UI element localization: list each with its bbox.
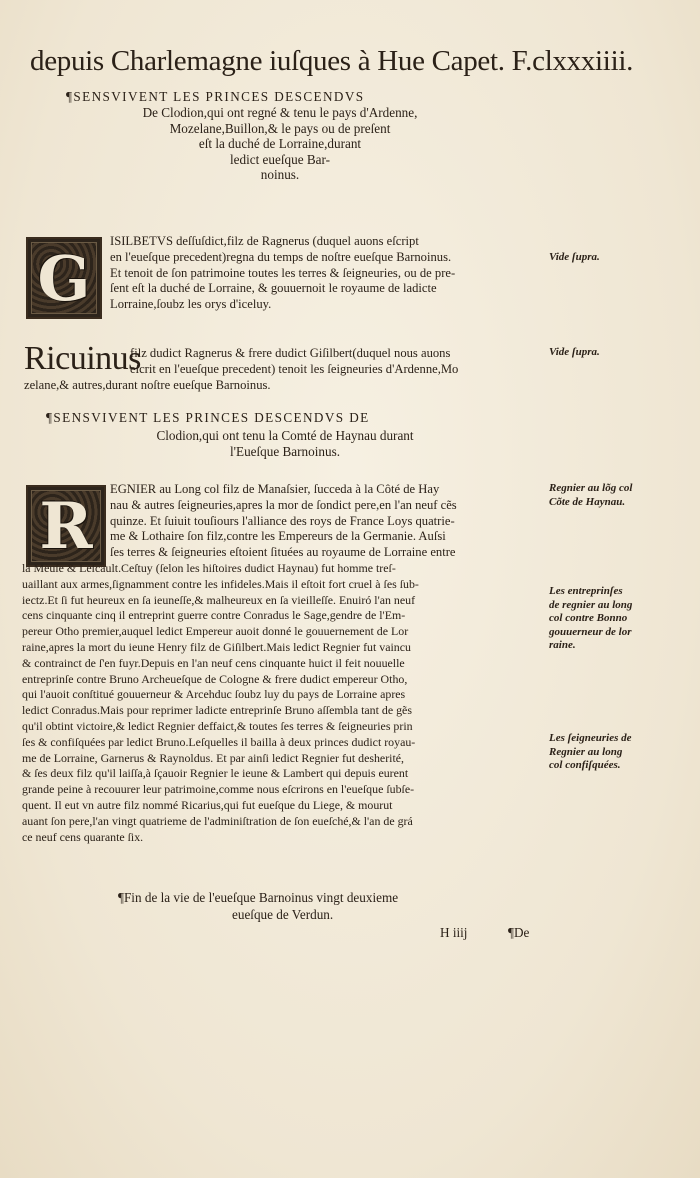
text-line: & ſes deux filz qu'il laiſſa,à ſçauoir Regnier le ieune & Lambert qui depuis eurent [22, 766, 409, 781]
text-line: ce neuf cens quarante ſix. [22, 829, 144, 844]
text-line: filz dudict Ragnerus & frere dudict Giſilbert(duquel nous auons [130, 346, 451, 360]
large-word-ricuinus: Ricuinus [24, 340, 141, 377]
subheading-line: Mozelane,Buillon,& le pays ou de preſent [169, 120, 391, 136]
text-line: qui l'auoit conſtitué gouuerneur & Arcehduc ſoubz luy du pays de Lorraine apres [22, 687, 406, 702]
margin-note-text: Vide ſupra. [549, 346, 600, 358]
text-line: me & Lothaire ſon filz,contre les Empereurs de la Germanie. Auſsi [110, 529, 446, 544]
paragraph-regnier-indented [110, 482, 542, 561]
section-heading-haynau: ¶SENSVIVENT LES PRINCES DESCENDVS DE [46, 410, 370, 425]
text-line: zelane,& autres,durant noſtre eueſque Barnoinus. [24, 378, 271, 392]
margin-note-text: col confiſquées. [549, 759, 621, 771]
text-line: ſent eſt la duché de Lorraine, & gouuernoit le royaume de ladicte [110, 281, 437, 296]
closing-line: ¶Fin de la vie de l'eueſque Barnoinus vingt deuxieme [118, 890, 399, 905]
margin-note-regnier-comte [549, 482, 632, 509]
text-line: me de Lorraine, Garnerus & Raynoldus. Et par ainſi ledict Regnier fut desherité, [22, 750, 405, 765]
text-line: grande peine à recouurer leur patrimoine,comme nous eſcrirons en l'eueſque ſubſe- [22, 782, 415, 797]
text-line: ledict Conradus.Mais pour reprimer ladicte entreprinſe Bruno aſſembla tant de gẽs [22, 703, 412, 718]
text-line: quent. Il eut vn autre filz nommé Ricarius,qui fut eueſque du Liege, & mourut [22, 797, 393, 812]
text-line: Lorraine,ſoubz les orys d'iceluy. [110, 297, 272, 312]
text-line: EGNIER au Long col filz de Manaſsier, ſucceda à la Côté de Hay [110, 482, 440, 496]
paragraph-ricuinus [130, 346, 542, 378]
text-line: Et tenoit de ſon patrimoine toutes les terres & ſeigneuries, ou de pre- [110, 265, 456, 280]
section-subheading-ardenne [100, 105, 460, 183]
text-line: uaillant aux armes,ſignamment contre les infideles.Mais il eſtoit fort cruel à ſes ſub- [22, 576, 419, 591]
closing-line: eueſque de Verdun. [232, 907, 334, 922]
margin-note-text: col contre Bonno [549, 612, 628, 624]
text-line: en l'eueſque precedent)regna du temps de noſtre eueſque Barnoinus. [110, 249, 452, 264]
text-line: ſes terres & ſeigneuries eſtoient ſituées au royaume de Lorraine entre [110, 545, 456, 560]
margin-note-text: raine. [549, 639, 576, 651]
section-subheading-haynau [120, 428, 450, 459]
subheading-line: ledict eueſque Bar- [229, 151, 331, 167]
catchword: ¶De [508, 925, 530, 940]
text-line: entreprinſe contre Bruno Archeueſque de Cologne & frere dudict empereur Otho, [22, 671, 408, 686]
margin-note-entreprinses [549, 585, 632, 653]
text-line: & contrainct de ſ'en fuyr.Depuis en l'an neuf cens cinquante huict il feit nouuelle [22, 655, 405, 670]
margin-note-text: Regnier au lõg col [549, 482, 633, 494]
ornamental-initial-r [26, 485, 106, 567]
subheading-line: De Clodion,qui ont regné & tenu le pays d'Ardenne, [142, 105, 418, 120]
margin-note-vide-supra-1 [549, 251, 600, 265]
margin-note-text: Les entreprinſes [549, 585, 623, 597]
subheading-line: noinus. [260, 167, 300, 183]
paragraph-regnier-body [22, 561, 542, 845]
margin-note-text: Vide ſupra. [549, 251, 600, 263]
text-line: quinze. Et ſuiuit touſiours l'alliance des roys de France Loys quatrie- [110, 513, 455, 528]
margin-note-text: Les ſeigneuries de [549, 732, 632, 744]
text-line: nau & autres ſeigneuries,apres la mor de ſondict pere,en l'an neuf cẽs [110, 497, 457, 512]
margin-note-text: Cõte de Haynau. [549, 495, 626, 508]
section-heading-ardenne: ¶SENSVIVENT LES PRINCES DESCENDVS [66, 89, 365, 104]
subheading-line: l'Eueſque Barnoinus. [229, 443, 341, 459]
text-line: eſcrit en l'eueſque precedent) tenoit les ſeigneuries d'Ardenne,Mo [130, 361, 459, 376]
text-line: iectz.Et ſi fut heureux en ſa ieuneſſe,& malheureux en ſa vieilleſſe. Enuiró l'an neuf [22, 592, 416, 607]
subheading-line: eſt la duché de Lorraine,durant [198, 136, 362, 152]
initial-letter: R [39, 488, 93, 564]
text-line: raine,apres la mort du ieune Henry filz de Giſilbert.Mais ledict Regnier fut vaincu [22, 639, 411, 654]
subheading-line: Clodion,qui ont tenu la Comté de Haynau durant [156, 428, 414, 443]
margin-note-text: Regnier au long [549, 745, 623, 758]
paragraph-ricuinus-continued [24, 378, 542, 394]
running-title: depuis Charlemagne iuſques à Hue Capet. F.clxxxiiii. [30, 45, 634, 77]
signature-mark: H iiij [440, 925, 468, 940]
margin-note-text: gouuerneur de lor [549, 625, 632, 638]
paragraph-gisilbert [110, 234, 540, 313]
text-line: la Meuſe & Leſcault.Ceſtuy (ſelon les hiſtoires dudict Haynau) fut homme treſ- [22, 561, 396, 575]
text-line: auant ſon pere,l'an vingt quatrieme de l'adminiſtration de ſon eueſché,& l'an de grá [22, 813, 413, 828]
margin-note-vide-supra-2 [549, 346, 600, 360]
margin-note-text: de regnier au long [549, 598, 633, 611]
text-line: ISILBETVS deſſuſdict,filz de Ragnerus (duquel auons eſcript [110, 234, 419, 248]
text-line: pereur Otho premier,auquel ledict Empereur auoit donné le gouuernement de Lor [22, 624, 409, 639]
margin-note-seigneuries [549, 732, 631, 773]
text-line: ſes & confiſquées par ledict Bruno.Leſquelles il bailla à deux princes dudict royau- [22, 734, 416, 749]
ornamental-initial-g [26, 237, 102, 319]
text-line: cens cinquante cinq il entreprint guerre contre Conradus le Sage,gendre de l'Em- [22, 608, 406, 623]
initial-letter: G [37, 241, 91, 315]
text-line: qu'il obtint victoire,& ledict Regnier deffaict,& toutes ſes terres & ſeigneuries prin [22, 718, 413, 733]
